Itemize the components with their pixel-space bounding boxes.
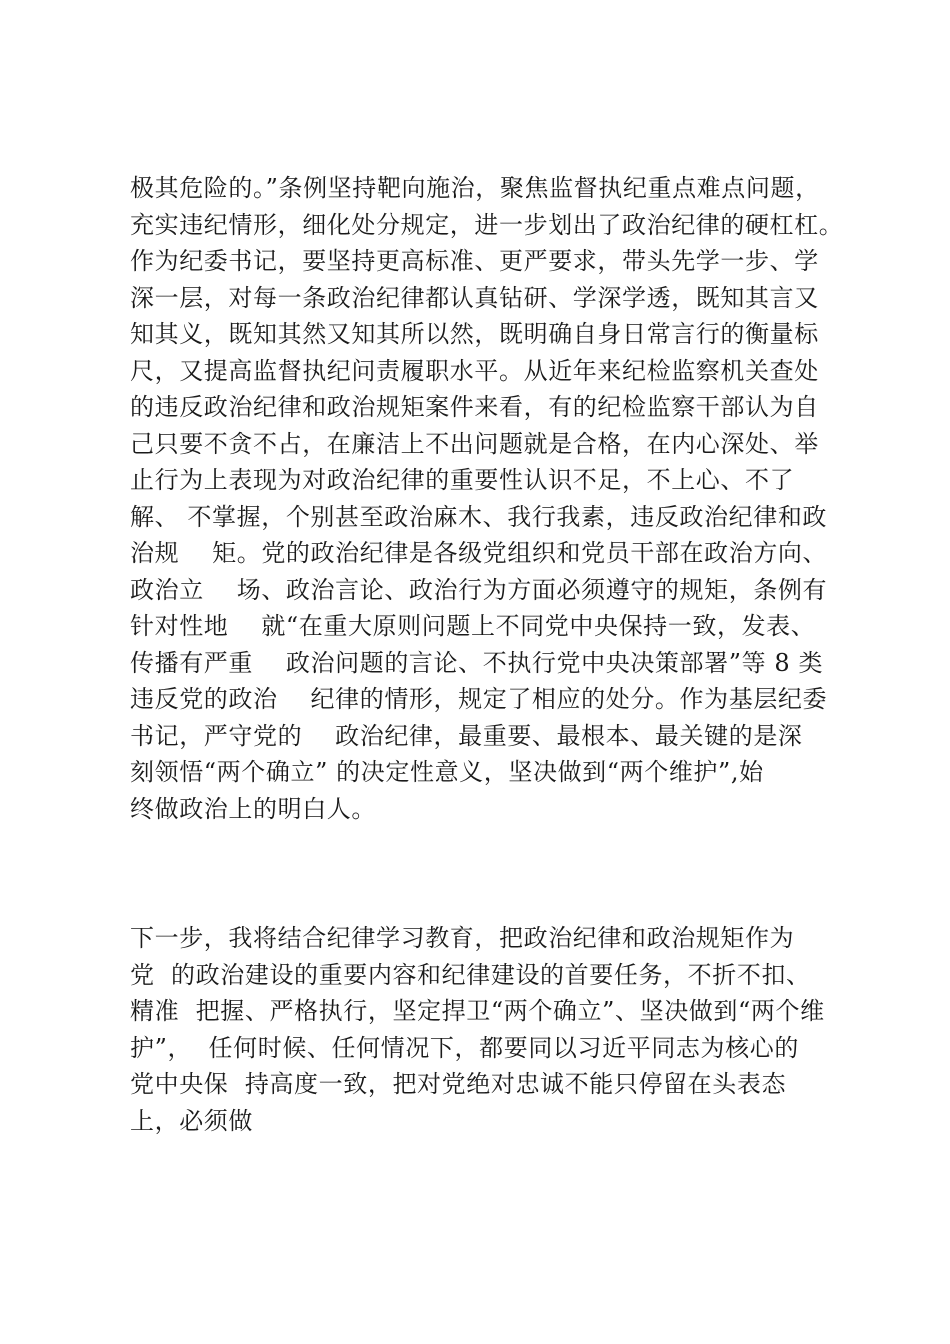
- text-line: 上，必须做: [130, 1106, 253, 1135]
- text-line: 尺，又提高监督执纪问责履职水平。从近年来纪检监察机关查处: [130, 356, 819, 385]
- text-line: 知其义，既知其然又知其所以然，既明确自身日常言行的衡量标: [130, 320, 819, 348]
- text-line: 的违反政治纪律和政治规矩案件来看，有的纪检监察干部认为自: [130, 393, 819, 421]
- text-line: 治规 矩。党的政治纪律是各级党组织和党员干部在政治方向、: [130, 539, 828, 567]
- text-line: 充实违纪情形，细化处分规定，进一步划出了政治纪律的硬杠杠。: [130, 210, 844, 239]
- text-line: 精准 把握、严格执行，坚定捍卫“两个确立”、坚决做到“两个维: [130, 997, 825, 1025]
- text-line: 下一步，我将结合纪律学习教育，把政治纪律和政治规矩作为: [130, 924, 795, 952]
- text-line: 深一层，对每一条政治纪律都认真钻研、学深学透，既知其言又: [130, 283, 819, 312]
- text-line: 己只要不贪不占，在廉洁上不出问题就是合格，在内心深处、举: [130, 429, 819, 458]
- text-line: 作为纪委书记，要坚持更高标准、更严要求，带头先学一步、学: [130, 247, 819, 275]
- text-line: 党 的政治建设的重要内容和纪律建设的首要任务，不折不扣、: [130, 960, 811, 989]
- text-line: 党中央保 持高度一致，把对党绝对忠诚不能只停留在头表态: [130, 1070, 787, 1098]
- paragraph-1: [130, 170, 870, 827]
- text-line: 刻领悟“两个确立” 的决定性意义，坚决做到“两个维护”,始: [130, 758, 764, 786]
- text-line: 极其危险的。”条例坚持靶向施治，聚焦监督执纪重点难点问题，: [130, 174, 820, 202]
- text-line: 护”， 任何时候、任何情况下，都要同以习近平同志为核心的: [130, 1033, 799, 1062]
- text-line: 针对性地 就“在重大原则问题上不同党中央保持一致，发表、: [130, 612, 816, 640]
- paragraph-2: [130, 920, 870, 1139]
- text-line: 政治立 场、政治言论、政治行为方面必须遵守的规矩，条例有: [130, 575, 828, 604]
- text-line: 书记，严守党的 政治纪律，最重要、最根本、最关键的是深: [130, 721, 803, 750]
- text-line: 解、 不掌握，个别甚至政治麻木、我行我素，违反政治纪律和政: [130, 502, 828, 531]
- text-line: 终做政治上的明白人。: [130, 794, 376, 823]
- text-line: 违反党的政治 纪律的情形，规定了相应的处分。作为基层纪委: [130, 685, 828, 713]
- text-line: 止行为上表现为对政治纪律的重要性认识不足，不上心、不了: [130, 466, 795, 494]
- text-line: 传播有严重 政治问题的言论、不执行党中央决策部署”等 8 类: [130, 648, 824, 677]
